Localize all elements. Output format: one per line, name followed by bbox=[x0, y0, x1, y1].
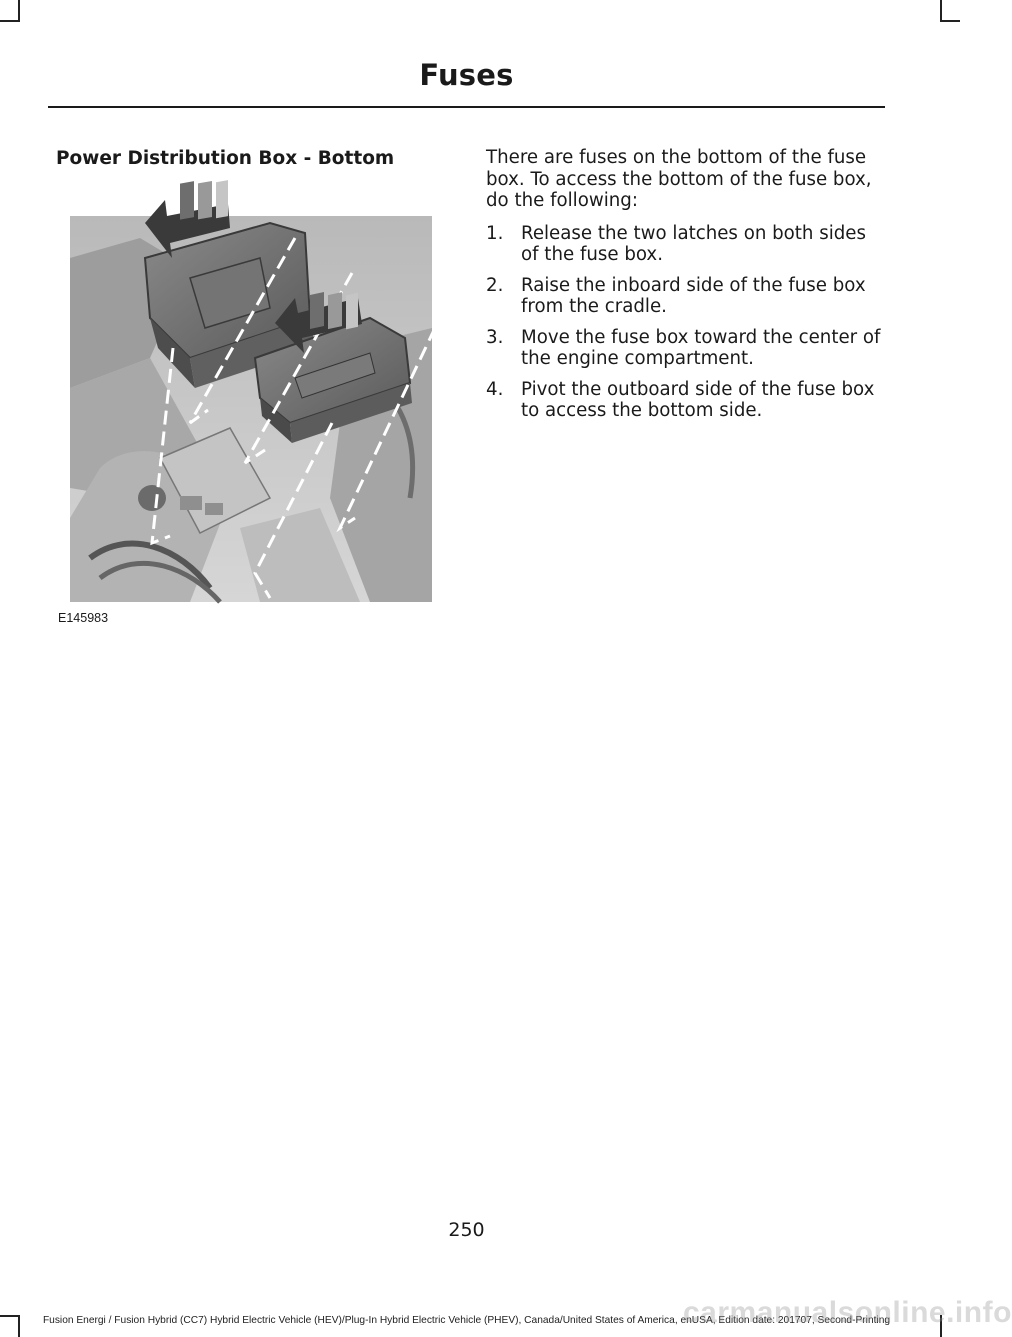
step-number: 2. bbox=[486, 274, 504, 296]
list-item bbox=[486, 275, 886, 318]
step-number: 3. bbox=[486, 326, 504, 348]
crop-mark-top-left-v bbox=[18, 0, 20, 22]
instructions-column bbox=[486, 147, 886, 431]
fuse-box-illustration bbox=[70, 198, 432, 602]
figure-code: E145983 bbox=[58, 611, 109, 625]
list-item bbox=[486, 327, 886, 370]
crop-mark-top-left-h bbox=[0, 20, 20, 22]
step-text: Pivot the outboard side of the fuse box to access the bottom side. bbox=[521, 378, 875, 421]
watermark: carmanualsonline.info bbox=[683, 1296, 1012, 1329]
steps-list bbox=[486, 223, 886, 422]
step-text: Raise the inboard side of the fuse box from the cradle. bbox=[521, 274, 866, 317]
crop-mark-top-right-v bbox=[940, 0, 942, 22]
step-number: 4. bbox=[486, 378, 504, 400]
footer-text: Fusion Energi / Fusion Hybrid (CC7) Hybrid Electric Vehicle (HEV)/Plug-In Hybrid Electric Vehicle (PHEV), Canada/United States of America, enUSA, Edition date: 201707, Second-Printing bbox=[42, 1315, 891, 1326]
step-number: 1. bbox=[486, 222, 504, 244]
section-heading: Power Distribution Box - Bottom bbox=[56, 148, 395, 169]
header-divider bbox=[48, 106, 885, 108]
page-number: 250 bbox=[448, 1219, 485, 1241]
list-item bbox=[486, 223, 886, 266]
crop-mark-top-right-h bbox=[940, 20, 960, 22]
intro-paragraph: There are fuses on the bottom of the fuse box. To access the bottom of the fuse box, do the following: bbox=[486, 147, 872, 211]
page-title: Fuses bbox=[419, 58, 514, 92]
list-item bbox=[486, 379, 886, 422]
step-text: Move the fuse box toward the center of the engine compartment. bbox=[521, 326, 881, 369]
step-text: Release the two latches on both sides of the fuse box. bbox=[521, 222, 866, 265]
